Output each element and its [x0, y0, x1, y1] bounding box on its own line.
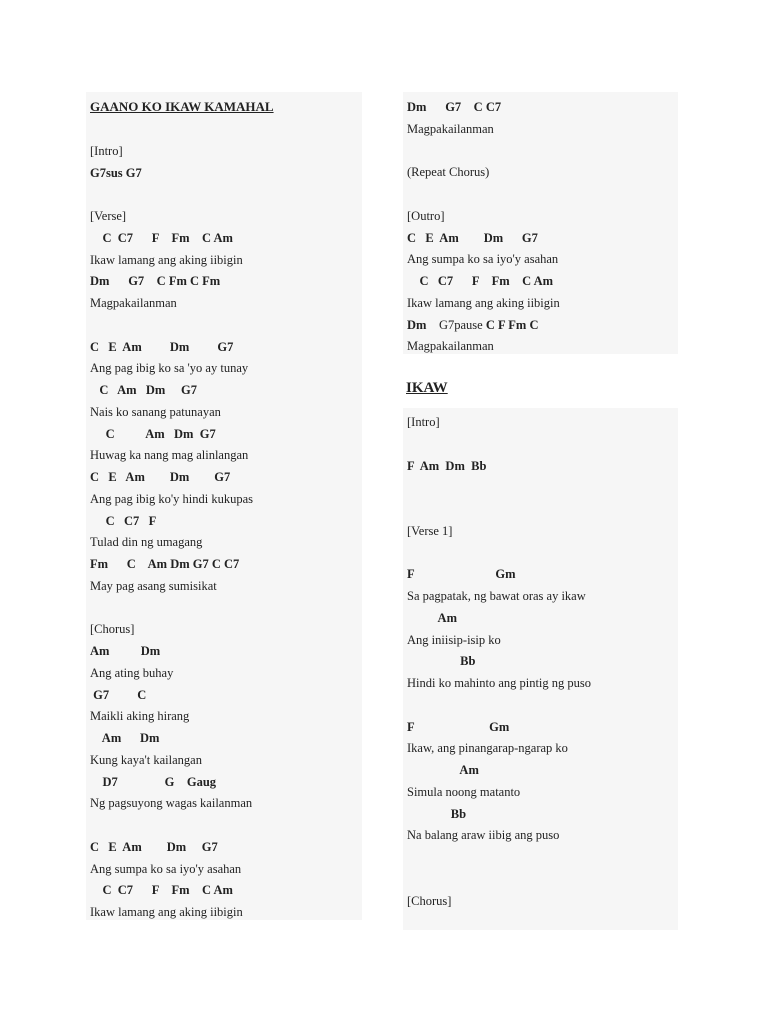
- chord-line: C E Am Dm G7: [90, 839, 218, 854]
- lyric-line: Maikli aking hirang: [90, 709, 190, 724]
- lyric-line: Ikaw lamang ang aking iibigin: [90, 905, 243, 919]
- lyric-line: Simula noong matanto: [407, 784, 521, 799]
- lyric-line: Magpakailanman: [90, 296, 177, 310]
- chord-line: C C7 F Fm C Am: [90, 883, 233, 898]
- song-column-right-bottom: [403, 408, 678, 930]
- lyric-line: Magpakailanman: [407, 339, 494, 354]
- chord-line: C C7 F: [90, 513, 157, 528]
- lyric-line: [Chorus]: [90, 622, 135, 637]
- lyric-line: [Outro]: [407, 208, 445, 223]
- chord-line: Am Dm: [90, 644, 161, 658]
- chord-line: Bb: [407, 806, 467, 821]
- lyric-line: Ikaw lamang ang aking iibigin: [407, 295, 560, 310]
- chord-line: Dm G7 C Fm C Fm: [90, 274, 221, 289]
- lyric-line: Ng pagsuyong wagas kailanman: [90, 796, 253, 811]
- chord-line: C C7 F Fm C Am: [90, 230, 233, 245]
- chord-line: Am: [407, 763, 479, 777]
- chord-line: G7sus G7: [90, 165, 142, 180]
- chord-line: Dm G7pause C F Fm C: [407, 317, 539, 332]
- lyric-line: [Intro]: [407, 415, 440, 429]
- lyric-line: May pag asang sumisikat: [90, 578, 217, 593]
- chord-line: C E Am Dm G7: [90, 339, 234, 354]
- chord-line: G7 C: [90, 687, 147, 702]
- chord-line: Dm G7 C C7: [407, 100, 502, 114]
- chord-line: Am: [407, 610, 457, 625]
- lyric-line: [Intro]: [90, 143, 123, 158]
- lyric-line: Magpakailanman: [407, 121, 494, 136]
- lyric-line: Huwag ka nang mag alinlangan: [90, 448, 249, 463]
- lyric-line: Tulad din ng umagang: [90, 535, 203, 550]
- chord-line: C Am Dm G7: [90, 383, 197, 397]
- chord-line: F Gm: [407, 719, 510, 734]
- lyric-line: Ang pag ibig ko sa 'yo ay tunay: [90, 361, 249, 376]
- lyric-line: Kung kaya't kailangan: [90, 752, 202, 767]
- song-column-left: [86, 92, 362, 920]
- lyric-line: [Chorus]: [407, 893, 452, 908]
- chord-line: Am Dm: [90, 731, 160, 745]
- lyric-line: Ang iniisip-isip ko: [407, 632, 501, 647]
- lyric-line: [Verse]: [90, 209, 127, 223]
- lyric-line: Na balang araw iibig ang puso: [407, 828, 560, 843]
- lyric-line: Nais ko sanang patunayan: [90, 404, 221, 419]
- chord-line: Fm C Am Dm G7 C C7: [90, 557, 240, 571]
- chord-line: C C7 F Fm C Am: [407, 274, 554, 288]
- chord-line: Bb: [407, 654, 476, 669]
- lyric-line: Ang ating buhay: [90, 665, 174, 680]
- chord-line: C E Am Dm G7: [90, 470, 231, 484]
- chord-line: C E Am Dm G7: [407, 230, 538, 245]
- lyric-line: Ikaw, ang pinangarap-ngarap ko: [407, 741, 568, 756]
- lyric-line: Sa pagpatak, ng bawat oras ay ikaw: [407, 589, 586, 603]
- lyric-line: [Verse 1]: [407, 523, 453, 538]
- chord-line: F Gm: [407, 567, 516, 582]
- lyric-line: (Repeat Chorus): [407, 165, 490, 180]
- lyric-line: Ang sumpa ko sa iyo'y asahan: [407, 252, 559, 267]
- song-title: GAANO KO IKAW KAMAHAL: [90, 99, 274, 114]
- lyric-line: Ang sumpa ko sa iyo'y asahan: [90, 861, 242, 876]
- chord-line: C Am Dm G7: [90, 426, 216, 441]
- chord-line: D7 G Gaug: [90, 774, 217, 789]
- chord-line: F Am Dm Bb: [407, 458, 487, 473]
- lyric-line: Ikaw lamang ang aking iibigin: [90, 252, 243, 267]
- lyric-line: Ang pag ibig ko'y hindi kukupas: [90, 491, 254, 506]
- lyric-line: Hindi ko mahinto ang pintig ng puso: [407, 676, 592, 690]
- song-heading-ikaw: IKAW: [406, 380, 448, 396]
- song-column-right-top: [403, 92, 678, 354]
